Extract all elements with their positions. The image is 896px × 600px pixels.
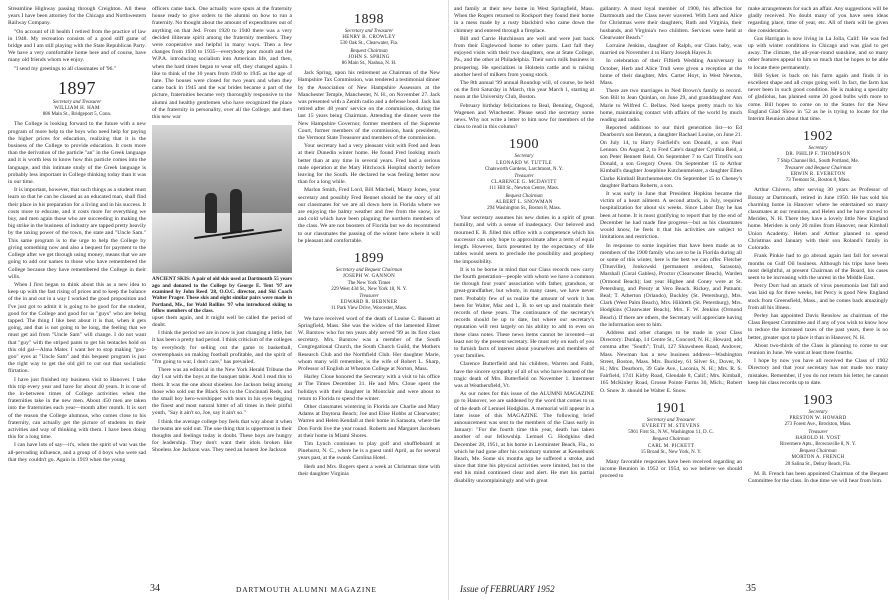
paragraph: It is important, however, that such things as a student must learn so that he can be classed as an educated man, shall find their place in his preparation for a living and in his success. It costs more to educate, and it costs more for everything we buy, and men again those who are succeeding in making the big strike in the business of industry are tapped pretty heavily by the taxing power of the town, the state and "Uncle Sam." This same program is to the urge to help the College by giving something now and also a bequest for payment to the College after we get through using money, means that we are going to add our names to those who have remembered the College because they have remembered the College in their wills. bbox=[8, 187, 146, 280]
treasurer-title: Treasurer bbox=[808, 429, 828, 435]
class-year-heading: 1903 bbox=[803, 392, 833, 408]
bequest-address: 20 Salina St., Delray Beach, Fla. bbox=[785, 461, 851, 467]
treasurer-title: Treasurer bbox=[514, 174, 534, 180]
paragraph: Marlon Smith, Fred Lord, Bill Mitchell, Maury Jones, your secretary and possibly Fred Bennet should be the story of all our classmates for we are all down here in Florida where we are enjoying the balmy weather and free from the snow, ice and cold which have been plaguing the northern members of the class. We are not boosters of Florida but we do recommend to our classmates the passing of the winter here where it will be pleasant and comfortable. bbox=[298, 187, 440, 244]
paragraph: and family at their new home in West Springfield, Mass. When the Rogers returned to Rockport they found their home in a mess made by a rusty blackbird who came down the chimney and entered through a fireplace. bbox=[454, 6, 594, 34]
officer-title: Secretary bbox=[514, 154, 534, 160]
paragraph: Gus Harrigan is now living in La Jolla, Calif. He was fed up with winter conditions in Chicago and was glad to get away. The climate, the all-year-round sunshine, and so many other features appeal to him so much that he hopes to be able to locate there permanently. bbox=[748, 35, 888, 71]
officer-address: Chatsworth Gardens, Larchmont, N. Y. bbox=[484, 166, 564, 172]
officer-title: Secretary and Treasurer bbox=[344, 29, 394, 34]
paragraph: About two-thirds of the Class is planning to come to our reunion in June. We want at least three fourths. bbox=[748, 342, 888, 356]
treasurer-name: CLARENCE G. MCDAVITT bbox=[491, 180, 557, 186]
paragraph: Clarence Butterfield and his children, Warren and Faith, have the sincere sympathy of all of us who have learned of the tragic death of Mrs. Butterfield on November 1. Interment was at Weathersfield, Vt. bbox=[454, 361, 594, 389]
paragraph: There are two marriages in Ned Brown's family to record. Son Bill to Jean Quinlan, on June 29, and granddaughter Ann Marie to Wilfred C. Bellaw. Ned keeps pretty much to his home, maintaining contact with affairs of the world by much reading and radio. bbox=[600, 88, 742, 124]
paragraph: Frank Pinkie had to go abroad again last fall for several months on Gulf Oil business. Although his trips have been most delightful, at present Chairman of the Board, his cases seem to be increasing with the unrest in the Middle East. bbox=[748, 253, 888, 281]
paragraph: Bill and Carrie Hutchinson are well and were just back from their Englewood home to other parts. Last fall they enjoyed visits with their two daughters, one at State College, Pa., and the other at Philadelphia. Their son's milk business is prospering. He specializes in Holstein cattle and is raising another herd of milkers from young stock. bbox=[454, 35, 594, 78]
treasurer-address: Rivermere Apts., Brownsville 8, N. Y. bbox=[779, 441, 857, 447]
paragraph: There was an editorial in the New York Herald Tribune the day I sat with the boys at the banquet table. And I read this to them. It was the one about shoeless Joe Jackson being among those who sold out the Black Sox to the Cincinnati Reds, and the small boy hero-worshipper with tears in his eyes begging the finest and most natural hitter of all times in their pitiful youth, "Say it ain't so, Joe, say it ain't so." bbox=[152, 367, 292, 417]
officer-title: Secretary bbox=[808, 146, 828, 152]
page-number: 34 bbox=[150, 583, 160, 594]
officer-title: Secretary bbox=[808, 409, 828, 415]
paragraph: Jack Spring, upon his retirement as Chairman of the New Hampshire Tax Commission, was tendered a testimonial dinner by the Association of New Hampshire Assessors at the Manchester Temple, Manchester, N. H., on November 27. Jack was presented with a Zenith radio and a defense bond. Jack has retired after 48 years' service on the commission, during the last 15 years being Chairman. Attending the dinner were the New Hampshire Governor, former members of the Supreme Court, former members of the commission, bank presidents, the Vermont State Treasurer and members of the commission. bbox=[298, 70, 440, 142]
paragraph: I hope by now you have all received the Class of 1902 Directory and that your secretary has not made too many mistakes. Remember, if you do not return his letter, he cannot keep his class records up to date. bbox=[748, 358, 888, 386]
paragraph: In celebration of their Fiftieth Wedding Anniversary in October, Herb and Alice Trull were given a reception at the home of their daughter, Mrs. Carter Hoyt, in West Newton, Mass. bbox=[600, 58, 742, 87]
class-1903-header bbox=[748, 393, 888, 468]
class-1899-header bbox=[298, 251, 440, 312]
paragraph: I have just finished my business visit to Hanover. I take this trip every year and have for about 40 years. It is one of the in-between times of College activities when the fraternities take in the new men. About 450 men are taken into the fraternities each year—month after month. It is sort of the reason the College alumnus, who comes close to his fraternity, can actually get the picture of students in their activities and way of thinking with them. I have been doing this for a long time. bbox=[8, 376, 146, 441]
left-col-3 bbox=[298, 6, 440, 574]
paragraph: Lorraine Jenkins, daughter of Ralph, our Class baby, was married on November 4 to Harry Joseph Hayes Jr. bbox=[600, 43, 742, 57]
person-figure bbox=[230, 189, 242, 233]
paragraph: Your secretary had a very pleasant visit with Fred and Jean at their Dunedin winter home. He found Fred looking much better than at any time in several years. Fred had a serious male operation at the Mary Hitchcock Hospital shortly before leaving for the South. He declared he was feeling better now than for a long while. bbox=[298, 143, 440, 186]
snow-slope bbox=[152, 213, 292, 273]
bequest-address: 294 Washington St., Boston 8, Mass. bbox=[487, 206, 561, 212]
bequest-name: CARL M. PICKETT bbox=[647, 443, 695, 449]
paragraph: As our notes for this issue of the ALUMNI MAGAZINE go to Hanover, we are saddened by the word that comes to us of the death of Lemuel Hodgkins. A memorial will appear in a later issue of this MAGAZINE. The following brief announcement was sent to the members of the Class early in January: "For the fourth time this year, death has taken another of our fellowship. Lemuel G. Hodgkins died December 28, 1951, at his home in Leominster Beach, Fla., to which he had gone after his customary summer at Kennebunk Beach, Me. Some six months ago he suffered a stroke, and since that time his physical activities were limited, but to the end his mind continued clear and alert. He met his partial disability uncomplainingly and with great bbox=[454, 391, 594, 484]
paragraph: We have received word of the death of Louise C. Bassett at Springfield, Mass. She was the widow of the lamented Elmer W. Barstow who for ten years ably served '99 as its first class secretary. Mrs. Barstow was a member of the South Congregational Church, the South Church Guild, the Mothers Research Club and the Northfield Club. Her daughter Marie, whom many will remember, is the wife of Robert L. Sharp, Professor of English at Wheaton College at Norton, Mass. bbox=[298, 315, 440, 372]
left-col-2 bbox=[152, 6, 292, 574]
treasurer-name: ERWIN R. EVERETON bbox=[790, 172, 846, 178]
class-1901-header bbox=[600, 401, 742, 456]
paragraph: Tim Lynch continues to play golf and shuffleboard at Pinehurst, N. C., where he is a guest until April, as for several years past, at the swank Carolina Hotel. bbox=[298, 440, 440, 462]
officer-title: Secretary and Bequest Chairman bbox=[335, 268, 403, 274]
class-year-heading: 1897 bbox=[58, 77, 96, 98]
officer-address: 229 West 43d St., New York 18, N. Y. bbox=[331, 286, 407, 292]
paragraph: "I send my greetings to all classmates of '96." bbox=[14, 65, 117, 72]
right-page bbox=[448, 0, 896, 600]
paragraph: make arrangements for such an affair. Any suggestions will be gladly received. No doubt many of you have seen ideas regarding place, time of year, etc. All of them will be given due consideration. bbox=[748, 6, 888, 34]
left-col-1 bbox=[8, 6, 146, 574]
bequest-name: MORTON A. FRENCH bbox=[791, 455, 845, 461]
treasurer-address: 73 Tremont St., Boston 8, Mass. bbox=[785, 178, 851, 184]
officer-address: 886 Main St., Bridgeport 5, Conn. bbox=[42, 112, 112, 118]
paragraph: It is to be borne in mind that our Class records now carry the fourth generation—people with whom we have a common tie through four years' association with father, grandson, or great-grandfather, but whom, in many cases, we have never met. Probably few of us realize the amount of work it has been for Walter, Mac and L. B. to set up and maintain their records of these years. The continuance of the secretary's records should be up to date, but where our secretary's reputation will rest largely on his ability to add to even on these class notes. These news items cannot be invented—at least not by the present secretary. He must rely on each of you to furnish facts of interest about yourselves and members of your families. bbox=[454, 266, 594, 360]
paragraph: Reported additions to our third generation list—to Ed Dearborn's son Benton, a daughter Rachael Louise, on June 21. On July 14, to Harry Fairfield's son Donald, a son Paul Lennon. On August 2, to Fred Cate's daughter Cynthia Reid, a son Peter Bennett Reid. On September 7 to Carl Tirrell's son Donald, a son Gregory Owen. On September 15 to Arthur Kimball's daughter Josephine Kutchenmeister, a daughter Ellen Clarke Kimball Butchenmeister. On September 15 to Cheney's daughter Barbara Roberts, a son. bbox=[600, 125, 742, 189]
paragraph: The College is looking forward to the future with a new program of more help to the boys who need help for paying the higher prices for education, realizing that it is the business of the College to provide education. It costs more than the derivation of the particle "an" in the Greek language and it is worth less to know how this particle comes into the language, and this intimate study of the Greek language is probably less important in College thinking today than it was in our time. bbox=[8, 121, 146, 186]
paragraph: February birthday felicitations to Beal, Benning, Osgood, Wagenen and Winchester. Please send the secretary some news. Why not write a letter to him now for members of the class to read in this column? bbox=[454, 102, 594, 131]
officer-name: PRESTON W. HOWARD bbox=[789, 416, 847, 422]
ski-photo bbox=[152, 125, 292, 273]
officer-title: Secretary and Treasurer bbox=[646, 417, 696, 423]
paragraph: Other classmates wintering in Florida are Charlie and Mary Adams at Daytona Beach; Joe and Elise Hobbs at Clearwater; Warren and Helen Kendall at their home in Sarasota, where the Don Fords live the year round. Roberts and Margaret Jacobsen at their home in Miami Shores. bbox=[298, 403, 440, 439]
treasurer-title: Treasurer and Bequest Chairman bbox=[784, 165, 852, 171]
paragraph: Arthur Chivers, after serving 30 years as Professor of Botany at Dartmouth, retired in June 1950. He has sold his charming home in Hanover where he entertained so many classmates at our reunions, and Helen and he have moved to Meriden, N. H. There they have a lovely little New England home. Meriden is only 20 miles from Hanover, near Kimball Union Academy. Helen and Arthur planned to spend Christmas and January with their son Roland's family in Colorado. bbox=[748, 187, 888, 252]
paragraph: Streamline Highway passing through Creighton. All these years I have been attorney for the Chicago and Northwestern Railway Company. bbox=[8, 6, 146, 27]
paragraph: I think the average college boy feels that way about it when the teams are sold out. The one thing that is uppermost in their thoughts and feelings today is doubt. These boys are hungry for leadership. They don't want their idols broken like Shoeless Joe Jackson was. They need an honest Joe Jackson bbox=[152, 418, 292, 454]
officer-name: LEONARD W. TUTTLE bbox=[496, 160, 552, 166]
class-1898-header bbox=[298, 12, 440, 67]
class-1902-header bbox=[748, 129, 888, 184]
officer-name: HENRY B. CROWLEY bbox=[342, 35, 396, 41]
officer-name: EVERETT M. STEVENS bbox=[642, 423, 700, 429]
photo-caption: ANCIENT SKIS: A pair of old skis used at Dartmouth 55 years ago and donated to the College by George E. Tent '97 are examined by John Reed '28, O.O.C. director, and Ski Coach Walter Prager. These skis and eight similar pairs were made in Portland, Me., for Wald Rollins '97 who introduced skiing to fellow members of the class. bbox=[152, 276, 292, 315]
paragraph: When I first began to think about this as a new idea to keep up with the fast rising of prices and to keep the balance of the in and out in a way I worked the good proposition and I've just got to admit it is going to be good for the student, good for the College and good for us "guys" who are being tapped. The thing I like best about it is that, when it gets going, and that is not going to be long, the feeling that we must get aid from "Uncle Sam" will change. I do not want that "guy" with the striped pants to get his tentacles hold on this old gal—Alma Mater. I want her to stop making "goo-goo" eyes at "Uncle Sam" and this bequest program is just the right way to get the old girl to cut out that socialistic flirtation. bbox=[8, 281, 146, 375]
paragraph: I can have lots of say—it's, when the spirit of war was the all-pervading influence, and a group of 4 boys who were sad that they couldn't go. Again in 1919 when the young bbox=[8, 442, 146, 463]
paragraph: I think the period we are in now is just changing a little, but it has been a pretty bad period. I think criticism of the colleges by everybody for selling out the game to basketball, overemphasis on making football profitable, and the spirit of "I'm going to war, I don't care," has prevailed. bbox=[152, 330, 292, 365]
right-col-2 bbox=[600, 6, 742, 574]
class-year-heading: 1898 bbox=[354, 12, 384, 27]
class-1897-header bbox=[8, 79, 146, 119]
paragraph: Percy Dorr had an attack of virus pneumonia last fall and was laid up for three weeks, but Percy is good New England stock from Greensfield, Mass., and he comes back amazingly from all his illness. bbox=[748, 283, 888, 311]
treasurer-address: 11 Park View Drive, Worcester, Mass. bbox=[330, 306, 408, 312]
right-col-3 bbox=[748, 6, 888, 574]
class-year-heading: 1900 bbox=[509, 137, 539, 153]
officer-address: 530 Oak St., Clearwater, Fla. bbox=[339, 41, 399, 47]
officer-name: WILLIAM H. HAM bbox=[54, 106, 100, 112]
officer-address: 5961 First St., N.W., Washington 11, D. C. bbox=[628, 430, 714, 436]
officer-name: DR. PHILIP F. THOMPSON bbox=[785, 152, 851, 158]
paragraph: Bill Syker is back on his farm again and finds it in excellent shape and all crops going well. In fact, the farm has never been in such good condition. He is making a specialty of gladiolus, has planned some 20 good bulbs with more to come. Bill hopes to come on to the States for the New England Glad Show in '52 as he is trying to locate for the Interim Reunion about that time. bbox=[748, 72, 888, 123]
paragraph: In response to some inquiries that have been made as to members of the 1900 family who are to be in Florida during all or some of this winter, here is the best we can offer. Fletcher (Titusville), Jonkowski (permanent resident, Sarasota), Marshall (Coral Gables), Proctor (Clearwater Beach), Warden (Ormond Beach); last year Higbee and Coney were at St. Petersburg, and Preuty at Vero Beach. Rickey, and Putnam; Beal; T. Atherton (Orlando), Buckley (St. Petersburg), Mrs. Clark (West Palm Beach), Mrs. Hildreth (St. Petersburg), Mrs. Hodgkins (Clearwater Beach), Mrs. F. W. Jenkins (Ormond Beach). If there are others, the Secretary will appreciate having the information sent to him. bbox=[600, 242, 742, 328]
paragraph: Perley has appointed Davis Renslow as chairman of the Class Bequest Committee and if any of you wish to know how to reduce the increased taxes of the past years, there is no better, greater spot to place it than in Hanover, N. H. bbox=[748, 312, 888, 341]
person-figure bbox=[205, 193, 217, 233]
bequest-address: 15 Broad St., New York, N. Y. bbox=[640, 449, 702, 455]
officer-address: 7 Ship Channel Rd., South Portland, Me. bbox=[777, 158, 859, 164]
treasurer-name: HAROLD H. YOST bbox=[795, 435, 841, 441]
bequest-address: 86 Main St., Nashua, N. H. bbox=[341, 61, 397, 67]
right-col-1 bbox=[454, 6, 594, 574]
paragraph: upset them again, and it might well be called the period of doubt. bbox=[152, 314, 292, 328]
treasurer-address: 111 Hill St., Newton Centre, Mass. bbox=[488, 186, 560, 192]
treasurer-title: Treasurer bbox=[359, 293, 379, 299]
paragraph: The 8th annual '99 annual Roundup will, of course, be held on the first Saturday in March, this year March 1, starting at noon at the University Club, Boston. bbox=[454, 80, 594, 101]
paragraph: officers came back. One actually wore spurs at the fraternity house ready to give orders to the alumni on how to run a fraternity. No thought about the amount of expenditures out of anything on that Jed. From 1920 to 1940 there was a very decided illiterate spirit among the fraternity members. They were cooperative and helpful in many ways. Then a few changes from 1930 to 1935—everybody poor mouth and the W.P.A. introducing socialism into American life, and then, when the hard times began to wear off, they changed again. I like to think of the 10 years from 1940 to 1945 as the age of hate. The houses were closed for two years and when they came back in 1945 and the war brides became a part of the picture, fraternities became very thoroughly responsive to the alumni and healthy gentlemen who have recognized the place of the fraternity in personality, over all the College; and then this new war bbox=[152, 6, 292, 121]
treasurer-name: EDWARD R. BEBNNER bbox=[340, 300, 398, 306]
class-year-heading: 1901 bbox=[656, 400, 686, 416]
class-1900-header bbox=[454, 137, 594, 212]
bequest-title: Bequest Chairman bbox=[350, 48, 388, 54]
officer-name: JOSEPH W. GANNON bbox=[342, 274, 396, 280]
paragraph: gallantry. A most loyal member of 1900, his affection for Dartmouth and the Class never wavered. With Lem and Alice for Christmas were their daughters, Ruth and Virginia, their husbands, and Virginia's two children. Services were held at Clearwater Beach." bbox=[600, 6, 742, 41]
officer-address: 273 Forest Ave., Brockton, Mass. bbox=[784, 422, 852, 428]
bequest-title: Bequest Chairman bbox=[799, 449, 837, 455]
class-year-heading: 1902 bbox=[803, 129, 833, 145]
paragraph: It was early in June that President Hopkins became the victim of a heart ailment. A second attack, in July, required hospitalization for about six weeks. Since Labor Day he has been at home. It is most gratifying to report that by the end of December he had made fine progress—but as his classmates would know, he feels it that his activities are subject to limitations and restriction. bbox=[600, 191, 742, 241]
class-year-heading: 1899 bbox=[354, 251, 384, 267]
page-number: 35 bbox=[746, 583, 756, 594]
paragraph: Herb and Mrs. Rogers spent a week at Christmas time with their daughter Virginia bbox=[298, 463, 440, 477]
paragraph: "On account of ill health I retired from the practice of law in 1948. My recreation consists of a good stiff game of bridge and I am still playing with the State Republican Party. We have a very comfortable home here and of course, have many old friends whom we enjoy. bbox=[8, 28, 146, 64]
paragraph: Address and other changes to be made in your Class Directory: Dunlap, 14 Centre St., Concord, N. H.; Howard, add comma after "South"; Trull, 127 Shawsheen Road, Andover, Mass. Newman has a new business address—Washington Street, Boston, Mass. Mrs. Buckley, 61 Silver St., Dover, N. H.; Mrs. Dearborn, 39 Gale Ave., Laconia, N. H.; Mrs. R. S. Fairfield, 1741 Kirby Road, Glendale 8, Calif.; Mrs. Kimball, 165 McKinley Road, Grosse Pointe Farms 30, Mich.; Robert O. Snow Jr. should be Walter E. Snow. bbox=[600, 329, 742, 394]
paragraph: Many favorable responses have been received regarding an income Reunion in 1952 or 1954, so we believe we should proceed to bbox=[600, 458, 742, 480]
issue-line: Issue of FEBRUARY 1952 bbox=[460, 584, 555, 594]
bequest-name: JOHN S. SPRING bbox=[348, 54, 390, 60]
paragraph: Your secretary assumes his new duties in a spirit of great humility, and with a sense of inadequacy. Our beloved and mourned E. B. filled this office with a competence which his successor can only hope to approximate after a term of equal length. However, facts presented by the expectancy of life tables would seem to preclude the possibility and prophesy the impossibility. bbox=[454, 215, 594, 265]
bequest-name: ALBERT L. SNOWMAN bbox=[495, 199, 553, 205]
paragraph: Harley Cloue honored the Secretary with a visit to his office at The Times December 31. He and Mrs. Cloue spent the holidays with their daughter in Montclair and were about to return to Florida to spend the winter. bbox=[298, 374, 440, 402]
bequest-title: Bequest Chairman bbox=[652, 437, 690, 443]
bequest-title: Bequest Chairman bbox=[505, 193, 543, 199]
officer-address: The New York Times bbox=[347, 280, 391, 286]
officer-title: Secretary and Treasurer bbox=[52, 99, 102, 105]
magazine-title: DARTMOUTH ALUMNI MAGAZINE bbox=[236, 585, 377, 594]
paragraph: M. B. French has been appointed Chairman of the Bequest Committee for the class. In due time we will hear from him. bbox=[748, 470, 888, 484]
